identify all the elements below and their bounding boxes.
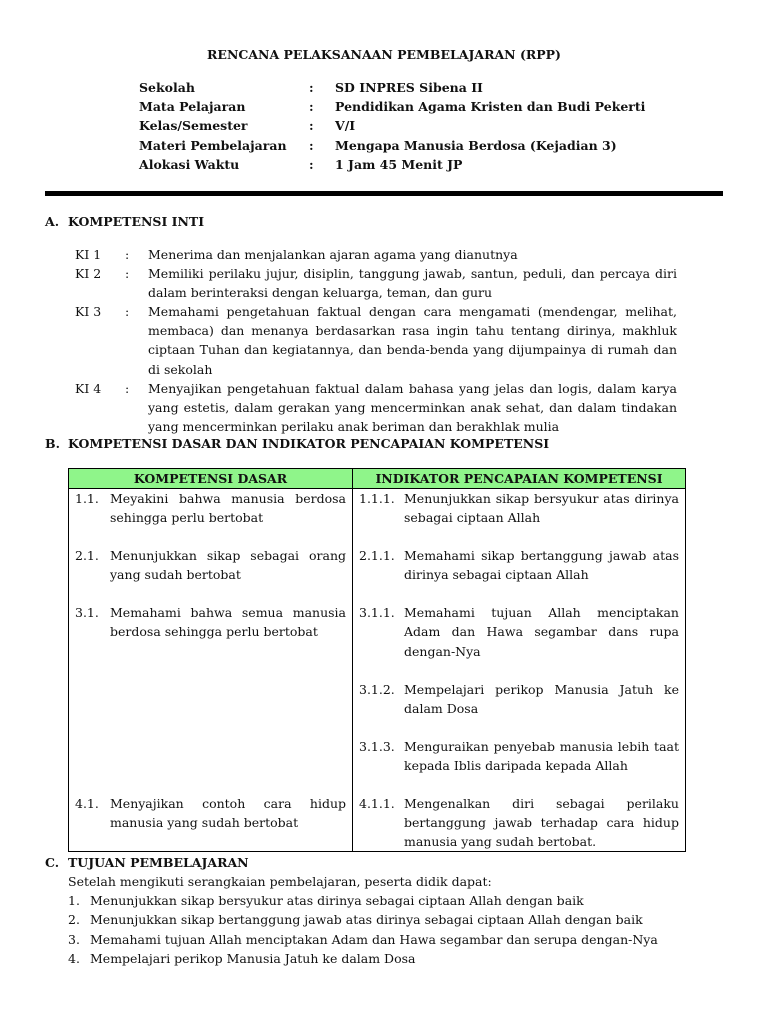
list-text: Menunjukkan sikap bertanggung jawab atas dirinya sebagai ciptaan Allah dengan baik <box>90 912 643 928</box>
kd-cell <box>69 546 353 603</box>
info-label: Materi Pembelajaran <box>139 137 287 153</box>
list-item <box>68 930 688 949</box>
info-label: Kelas/Semester <box>139 118 248 134</box>
info-label: Mata Pelajaran <box>139 99 246 115</box>
info-row-time <box>139 155 645 174</box>
column-header-ipk: INDIKATOR PENCAPAIAN KOMPETENSI <box>353 469 686 489</box>
info-value: Pendidikan Agama Kristen dan Budi Pekerti <box>335 99 646 115</box>
kd-number: 1.1. <box>75 491 99 506</box>
ipk-text: Memahami tujuan Allah menciptakan Adam dan Hawa segambar dans rupa dengan-Nya <box>404 605 679 659</box>
info-row-class <box>139 116 645 135</box>
kd-text: Meyakini bahwa manusia berdosa sehingga perlu bertobat <box>110 491 346 526</box>
kd-cell <box>69 489 353 547</box>
core-competency-list <box>75 245 677 436</box>
ipk-text: Memahami sikap bertanggung jawab atas dirinya sebagai ciptaan Allah <box>404 548 679 583</box>
section-b-heading <box>45 436 549 451</box>
document-title: RENCANA PELAKSANAAN PEMBELAJARAN (RPP) <box>207 47 561 62</box>
table-header-row <box>69 469 686 489</box>
ki-text: Memahami pengetahuan faktual dengan cara mengamati (mendengar, melihat, membaca) dan menanya berdasarkan rasa ingin tahu tentang dirinya, makhluk ciptaan Tuhan dan kegiatannya, dan benda-benda yang dijumpainya di rumah dan di sekolah <box>148 304 677 377</box>
info-label: Sekolah <box>139 80 195 95</box>
kd-text: Menunjukkan sikap sebagai orang yang sudah bertobat <box>110 548 346 583</box>
info-value: V/I <box>335 118 356 134</box>
info-colon: : <box>309 99 314 115</box>
info-colon: : <box>309 118 314 134</box>
ki-colon: : <box>125 247 130 262</box>
ki-text: Menyajikan pengetahuan faktual dalam bahasa yang jelas dan logis, dalam karya yang estetis, dalam gerakan yang mencerminkan anak sehat, dan dalam tindakan yang mencerminkan perilaku anak beriman dan berakhlak mulia <box>148 380 677 434</box>
list-text: Mempelajari perikop Manusia Jatuh ke dalam Dosa <box>90 950 416 966</box>
info-row-material <box>139 136 645 155</box>
learning-objectives <box>68 872 688 968</box>
section-title: KOMPETENSI DASAR DAN INDIKATOR PENCAPAIAN KOMPETENSI <box>68 436 550 451</box>
kd-number: 4.1. <box>75 796 99 812</box>
identity-block <box>139 78 645 174</box>
ipk-number: 3.1.3. <box>359 738 395 754</box>
ipk-cell <box>353 489 686 547</box>
list-number: 4. <box>68 950 80 966</box>
competency-table <box>68 468 686 852</box>
ipk-text: Menguraikan penyebab manusia lebih taat kepada Iblis daripada kepada Allah <box>404 738 679 773</box>
table-row <box>69 489 686 547</box>
ipk-number: 3.1.1. <box>359 605 395 621</box>
info-row-school <box>139 78 645 97</box>
ki-item <box>75 302 677 378</box>
info-colon: : <box>309 156 314 172</box>
section-letter: A. <box>45 214 60 229</box>
ki-code: KI 4 <box>75 380 102 396</box>
ki-text: Memiliki perilaku jujur, disiplin, tanggung jawab, santun, peduli, dan percaya diri dalam berinteraksi dengan keluarga, teman, dan guru <box>148 266 677 301</box>
ki-text: Menerima dan menjalankan ajaran agama yang dianutnya <box>148 247 518 262</box>
ki-code: KI 2 <box>75 266 102 282</box>
ki-colon: : <box>125 266 130 282</box>
info-value: SD INPRES Sibena II <box>335 80 483 95</box>
ki-code: KI 1 <box>75 247 102 262</box>
column-header-kd: KOMPETENSI DASAR <box>69 469 353 489</box>
section-c-heading <box>45 855 249 870</box>
list-text: Menunjukkan sikap bersyukur atas dirinya sebagai ciptaan Allah dengan baik <box>90 893 584 909</box>
table-row <box>69 794 686 852</box>
ipk-number: 3.1.2. <box>359 681 395 697</box>
ipk-cell <box>353 603 686 794</box>
list-number: 3. <box>68 931 80 947</box>
objectives-intro: Setelah mengikuti serangkaian pembelajaran, peserta didik dapat: <box>68 874 492 889</box>
ipk-number: 2.1.1. <box>359 548 395 564</box>
section-a-heading <box>45 214 204 229</box>
ki-colon: : <box>125 380 130 396</box>
section-title: TUJUAN PEMBELAJARAN <box>68 855 249 870</box>
section-letter: C. <box>45 855 60 870</box>
ipk-number: 4.1.1. <box>359 796 395 812</box>
ki-code: KI 3 <box>75 304 102 320</box>
list-item <box>68 910 688 929</box>
ipk-cell <box>353 794 686 852</box>
list-number: 1. <box>68 893 80 909</box>
info-value: Mengapa Manusia Berdosa (Kejadian 3) <box>335 137 617 153</box>
kd-cell <box>69 794 353 852</box>
kd-number: 3.1. <box>75 605 99 621</box>
list-number: 2. <box>68 912 80 928</box>
ki-item <box>75 379 677 436</box>
kd-text: Menyajikan contoh cara hidup manusia yang sudah bertobat <box>110 796 346 831</box>
table-row <box>69 603 686 794</box>
section-title: KOMPETENSI INTI <box>68 214 205 229</box>
ipk-number: 1.1.1. <box>359 491 395 506</box>
ipk-cell <box>353 546 686 603</box>
ipk-text: Menunjukkan sikap bersyukur atas dirinya sebagai ciptaan Allah <box>404 491 679 526</box>
horizontal-rule <box>45 191 723 196</box>
kd-text: Memahami bahwa semua manusia berdosa sehingga perlu bertobat <box>110 605 346 640</box>
list-text: Memahami tujuan Allah menciptakan Adam dan Hawa segambar dan serupa dengan-Nya <box>90 931 658 947</box>
ki-colon: : <box>125 304 130 320</box>
ki-item <box>75 264 677 302</box>
list-item <box>68 891 688 910</box>
info-label: Alokasi Waktu <box>139 156 240 172</box>
ki-item <box>75 245 677 264</box>
table-row <box>69 546 686 603</box>
section-letter: B. <box>45 436 60 451</box>
kd-cell <box>69 603 353 794</box>
list-item <box>68 949 688 968</box>
ipk-text: Mengenalkan diri sebagai perilaku bertanggung jawab terhadap cara hidup manusia yang sudah bertobat. <box>404 796 679 850</box>
info-colon: : <box>309 80 314 95</box>
info-value: 1 Jam 45 Menit JP <box>335 156 463 172</box>
ipk-text: Mempelajari perikop Manusia Jatuh ke dalam Dosa <box>404 681 679 716</box>
info-row-subject <box>139 97 645 116</box>
kd-number: 2.1. <box>75 548 99 564</box>
info-colon: : <box>309 137 314 153</box>
